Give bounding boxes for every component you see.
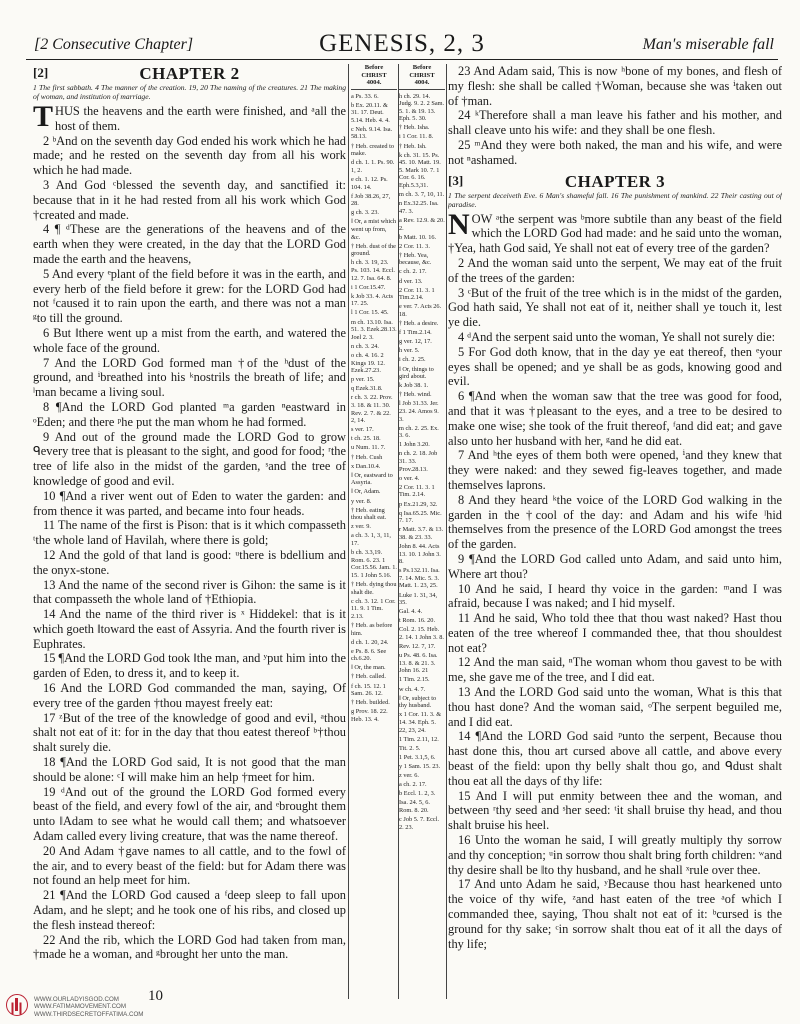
margin-reference: l Job 31.33. Jer. 23. 24. Amos 9. 3.: [399, 400, 439, 423]
era-christ: CHRIST: [409, 71, 435, 79]
verse-text: 3 ᶜBut of the fruit of the tree which is in the midst of the garden, God hath said, Ye shall not eat of it, neither shall ye touch it, lest ye die.: [448, 285, 782, 330]
website-links: [34, 996, 143, 1018]
margin-reference: i ch. 2. 25.: [399, 356, 426, 364]
chapter-2-summary: 1 The first sabbath. 4 The manner of the creation. 19, 20 The naming of the creatures. 21 The making of woman, and institution of marriage.: [33, 83, 346, 101]
margin-reference: f 1 Tim.2.14.: [399, 329, 432, 337]
margin-reference: k Job 38. 1.: [399, 382, 429, 390]
margin-reference: † Heb. a desire.: [399, 320, 439, 328]
margin-reference: n Ex.32.25. Isa. 47. 3.: [399, 200, 439, 215]
margin-reference: a Rev. 12.9. & 20. 2.: [399, 216, 445, 232]
verse: [33, 607, 346, 651]
margin-reference: Luke 1. 31, 34, 35.: [399, 591, 438, 607]
margin-reference: † Heb. called.: [351, 673, 386, 681]
verse-text: 13 And the name of the second river is Gihon: the same is it that compasseth the whole land of †Ethiopia.: [33, 577, 346, 607]
verse: [33, 222, 346, 266]
margin-reference: † Heb. Cush: [351, 453, 383, 461]
verse: [33, 681, 346, 711]
margin-reference: o ver. 4.: [399, 474, 420, 482]
verse-text: 8 And they heard ᵏthe voice of the LORD God walking in the garden in the †cool of the day: and Adam and his wife ˡhid themselves from the presence of the LORD God amongst the trees of the garden.: [448, 492, 782, 552]
margin-reference: q Ezek.31.8.: [351, 385, 383, 393]
verse: [448, 493, 782, 552]
page-number: 10: [148, 988, 163, 1004]
margin-reference: † Heb. builded.: [351, 699, 390, 707]
verse-text: 2 And the woman said unto the serpent, We may eat of the fruit of the trees of the garden:: [448, 255, 782, 285]
margin-reference: John 8. 44. Acts 13. 10. 1 John 3. 8.: [399, 542, 441, 566]
margin-reference: p ver. 15.: [351, 376, 375, 384]
verse: [448, 64, 782, 108]
verse-text: 11 The name of the first is Pison: that is it which compasseth ᵗthe whole land of Havilah, where there is gold;: [33, 518, 346, 548]
margin-reference: d ver. 13.: [399, 277, 423, 285]
margin-reference: u Ps. 48. 6. Isa. 13. 8. & 21. 3. John 16. 21: [399, 652, 438, 675]
verse-text: 10 And he said, I heard thy voice in the garden: ᵐand I was afraid, because I was naked; and I hid myself.: [448, 581, 782, 611]
verse-text: 13 And the LORD God said unto the woman, What is this that thou hast done? And the woman said, ᵒThe serpent beguiled me, and I did eat.: [448, 685, 782, 729]
margin-reference: r ch. 3. 22. Prov. 3. 18. & 11. 30. Rev. 2. 7. & 22. 2, 14.: [351, 394, 393, 425]
margin-reference: y 1 Sam. 15. 23.: [399, 762, 441, 770]
verse-text: 15 ¶And the LORD God took ‖the man, and ʸput him into the garden of Eden, to dress it, and to keep it.: [33, 651, 346, 681]
chapter-3-number: [3]: [448, 172, 464, 188]
page-title: GENESIS, 2, 3: [319, 30, 485, 57]
margin-reference: z ver. 6.: [399, 772, 419, 779]
margin-reference: † Heb. Ish.: [399, 142, 427, 150]
verse: [33, 711, 346, 755]
margin-reference: g Prov. 18. 22. Heb. 13. 4.: [351, 708, 388, 723]
verse-text: 21 ¶And the LORD God caused a ᶠdeep sleep to fall upon Adam, and he slept; and he took one of his ribs, and closed up the flesh instead thereof:: [33, 888, 346, 932]
verse-text: 15 And I will put enmity between thee and the woman, and between ʳthy seed and ˢher seed: ᵗit shall bruise thy head, and thou shalt bruise his heel.: [448, 788, 782, 833]
margin-reference: 2 Cor. 11. 3. 1 Tim.2.14.: [399, 286, 435, 302]
margin-reference: e ver. 7. Acts 26. 18.: [399, 303, 442, 318]
verse-text: 6 But ‖there went up a mist from the earth, and watered the whole face of the ground.: [33, 325, 346, 355]
verse: [33, 933, 346, 963]
margin-reference: h ch. 29. 14. Judg. 9. 2. 2 Sam. 5. 1. & 19. 13. Eph. 5. 30.: [399, 92, 445, 123]
verse: [33, 400, 346, 430]
margin-reference: t ch. 25. 18.: [351, 435, 381, 443]
margin-reference: 1 Pet. 3.1,5, 6.: [399, 753, 436, 761]
margin-reference: o ch. 4. 16. 2 Kings 19. 12. Ezek.27.23.: [351, 351, 385, 375]
running-head-topic: Man's miserable fall: [642, 36, 774, 53]
margin-reference: q Isa.65.25. Mic. 7. 17.: [399, 509, 442, 525]
verse-text: 7 And the LORD God formed man †of the ʰdust of the ground, and ⁱbreathed into his ᵏnostrils the breath of life; and ˡman became a living soul.: [33, 355, 346, 400]
margin-reference: k Job 33. 4. Acts 17. 25.: [351, 292, 393, 308]
verse-text: 4 ¶ ᵈThese are the generations of the heavens and of the earth when they were created, in the day that the LORD God made the earth and the heavens,: [33, 222, 346, 266]
drop-cap: N: [448, 207, 470, 241]
margin-reference: c ch. 3. 12. 1 Cor. 11. 9. 1 Tim. 2.13.: [351, 597, 396, 620]
margin-reference: e Ps. 8. 6. See ch.6.20.: [351, 647, 387, 663]
verse: [448, 552, 782, 582]
margin-reference: † Heb. Yea, because, &c.: [399, 251, 432, 267]
verse-text: 8 ¶And the LORD God planted ᵐa garden ⁿeastward in ᵒEden; and there ᵖhe put the man whom he had formed.: [33, 399, 346, 429]
verse-text: 14 ¶And the LORD God said ᵖunto the serpent, Because thou hast done this, thou art cursed above all cattle, and above every beast of the field: upon thy belly shalt thou go, and ᑫdust shalt thou eat all the days of thy life:: [448, 729, 782, 788]
verse-text: 25 ᵐAnd they were both naked, the man and his wife, and were not ⁿashamed.: [448, 137, 782, 167]
chapter-3-summary: 1 The serpent deceiveth Eve. 6 Man's shameful fall. 16 The punishment of mankind. 22 Their casting out of paradise.: [448, 190, 782, 209]
chapter-3-title: CHAPTER 3: [564, 171, 666, 191]
margin-reference: † Heb. Isha.: [399, 124, 430, 132]
margin-references-left: [351, 64, 397, 999]
verse-text: 24 ᵏTherefore shall a man leave his father and his mother, and shall cleave unto his wife: and they shall be one flesh.: [448, 108, 782, 138]
verse: [448, 729, 782, 788]
verse: [33, 518, 346, 548]
verse: [448, 685, 782, 729]
verse: [33, 651, 346, 681]
verse-text: 12 And the man said, ⁿThe woman whom thou gavest to be with me, she gave me of the tree, and I did eat.: [448, 655, 782, 685]
chapter-2-number: [2]: [33, 65, 49, 80]
verse: [448, 138, 782, 168]
chapter-3-heading: [448, 172, 782, 189]
margin-reference: s Ps.132.11. Isa. 7. 14. Mic. 5. 3. Matt. 1. 23, 25.: [399, 567, 440, 590]
margin-reference: h ch. 3. 19, 23. Ps. 103. 14. Eccl. 12. 7. Isa. 64. 8.: [351, 259, 395, 282]
verse-text: 22 And the rib, which the LORD God had taken from man, †made he a woman, and ᵍbrought her unto the man.: [33, 932, 346, 962]
margin-reference: p Ex.21.29, 32.: [399, 500, 438, 508]
margin-reference: c Job 5. 7. Eccl. 2. 23.: [399, 815, 440, 831]
era-label: [399, 64, 445, 90]
verse: [448, 108, 782, 138]
verse: [448, 877, 782, 951]
margin-reference: c Neh. 9.14. Isa. 58.13.: [351, 125, 393, 141]
footer-link[interactable]: WWW.THIRDSECRETOFFATIMA.COM: [34, 1010, 144, 1018]
margin-reference: 1 John 3.20.: [399, 441, 430, 449]
margin-reference: † Heb. eating thou shalt eat.: [351, 506, 387, 522]
verse-text: 2 ᵇAnd on the seventh day God ended his work which he had made; and he rested on the seventh day from all his work which he had made.: [33, 133, 346, 178]
margin-reference: b Eccl. 1. 2, 3.: [399, 790, 436, 798]
verse-text: 11 And he said, Who told thee that thou wast naked? Hast thou eaten of the tree whereof I commanded thee, that thou shouldest not eat?: [448, 611, 782, 655]
verse: [33, 430, 346, 489]
margin-reference: w ch. 4. 7.: [399, 685, 426, 693]
margin-reference: u Num. 11. 7.: [351, 444, 386, 452]
era-label: [351, 64, 397, 90]
verse: [448, 611, 782, 655]
margin-reference: ‖ Or, a mist which went up from, &c.: [351, 218, 397, 241]
verse-text: 20 And Adam †gave names to all cattle, and to the fowl of the air, and to every beast of the field: but for Adam there was not found an help meet for him.: [33, 843, 346, 888]
margin-reference: Isa. 24. 5, 6. Rom. 8. 20.: [399, 799, 430, 814]
margin-reference: x Dan.10.4.: [351, 462, 381, 470]
margin-reference: ‖ Or, eastward to Assyria.: [351, 471, 393, 487]
verse-text: 23 And Adam said, This is now ʰbone of my bones, and flesh of my flesh: she shall be called †Woman, because she was ⁱtaken out of †man.: [448, 64, 782, 108]
verse: [448, 655, 782, 685]
margin-reference: ‖ Or, Adam.: [351, 488, 381, 496]
verse: [33, 134, 346, 178]
margin-reference: ‖ Or, subject to thy husband.: [399, 694, 437, 710]
verse-text: 10 ¶And a river went out of Eden to water the garden: and from thence it was parted, and became into four heads.: [33, 488, 346, 518]
margin-reference: b ch. 3.3,19. Rom. 6. 23. 1 Cor.15.56. Jam. 1. 15. 1 John 5.16.: [351, 549, 397, 579]
margin-reference: n ch. 2. 18. Job 31. 33. Prov.28.13.: [399, 450, 438, 473]
margin-reference: 2 Cor. 11. 3. 1 Tim. 2.14.: [399, 483, 435, 499]
seal-logo-icon: [6, 994, 28, 1016]
margin-reference: f ch. 15. 12. 1 Sam. 26. 12.: [351, 682, 386, 698]
margin-reference: b Matt. 10. 16.: [399, 233, 437, 241]
margin-reference: t Rom. 16. 20.: [399, 617, 436, 625]
verse: [33, 267, 346, 326]
verse-text: 9 And out of the ground made the LORD God to grow ᑫevery tree that is pleasant to the sight, and good for food; ʳthe tree of life also in the midst of the garden, ˢand the tree of knowledge of good and evil.: [33, 429, 346, 488]
right-text-column: [448, 64, 782, 1009]
era-before: Before: [364, 64, 384, 71]
margin-reference: † Heb. dust of the ground.: [351, 242, 396, 258]
verse-text: 5 And every ᵉplant of the field before it was in the earth, and every herb of the field before it grew: for the LORD God had not ᶠcaused it to rain upon the earth, and there was not a man ᵍto till the ground.: [33, 266, 346, 326]
margin-reference: a ch. 3. 1, 3, 11, 17.: [351, 532, 391, 547]
verse: [33, 888, 346, 932]
era-year: 4004.: [366, 79, 382, 86]
era-before: Before: [412, 64, 432, 71]
column-rule: [446, 64, 447, 999]
verse-text: 3 And God ᶜblessed the seventh day, and sanctified it: because that in it he had rested from all his work which God †created and made.: [33, 177, 346, 222]
margin-reference: e ch. 1. 12. Ps. 104. 14.: [351, 175, 388, 191]
chapter-2-title: CHAPTER 2: [139, 64, 240, 83]
verse: [33, 578, 346, 608]
footer-link[interactable]: WWW.OURLADYISGOD.COM: [34, 996, 119, 1003]
verse-text: 19 ᵈAnd out of the ground the LORD God formed every beast of the field, and every fowl of the air, and ᵉbrought them unto ‖Adam to see what he would call them; and whatsoever Adam called every living creature, that was the name thereof.: [33, 784, 346, 844]
margin-reference: d ch. 1. 1. Ps. 90. 1, 2.: [351, 159, 395, 174]
chapter-3-verses: [448, 207, 782, 952]
margin-references-right: [399, 64, 445, 999]
verse: [448, 286, 782, 330]
margin-reference: † Heb. dying thou shalt die.: [351, 580, 397, 596]
margin-reference: c ch. 2. 17.: [399, 268, 427, 276]
verse-text: 17 And unto Adam he said, ʸBecause thou hast hearkened unto the voice of thy wife, ᶻand hast eaten of the tree ᵃof which I commanded thee, saying, Thou shalt not eat of it: ᵇcursed is the ground for thy sake; ᶜin sorrow shalt thou eat of it all the days of thy life;: [448, 877, 782, 951]
margin-reference: Gal. 4. 4.: [399, 608, 423, 616]
verse-text: 14 And the name of the third river is ˣ Hiddekel: that is it which goeth ‖toward the east of Assyria. And the fourth river is Euphrates.: [33, 607, 346, 651]
verse: [448, 448, 782, 492]
margin-reference: n ch. 3. 24.: [351, 342, 379, 350]
column-rule: [348, 64, 349, 999]
margin-reference: m ch. 3. 7, 10, 11.: [399, 191, 445, 199]
verse-text: 17 ᶻBut of the tree of the knowledge of good and evil, ᵃthou shalt not eat of it: for in the day that thou eatest thereof ᵇ†thou shalt surely die.: [33, 710, 346, 755]
margin-reference: Col. 2. 15. Heb. 2. 14. 1 John 3. 8.: [399, 626, 444, 641]
left-text-column: [33, 64, 346, 984]
verse-text: 5 For God doth know, that in the day ye eat thereof, then ᵉyour eyes shall be opened; and ye shall be as gods, knowing good and evil.: [448, 344, 782, 389]
margin-reference: k ch. 31. 15. Ps. 45. 10. Matt. 19. 5. Mark 10. 7. 1 Cor. 6. 16. Eph.5.3,31.: [399, 151, 441, 190]
margin-reference: a ch. 2. 17.: [399, 781, 427, 789]
footer-link[interactable]: WWW.FATIMAMOVEMENT.COM: [34, 1003, 126, 1011]
verse: [448, 256, 782, 286]
margin-reference: f Job 38.26, 27, 28.: [351, 192, 391, 208]
consecutive-chapter-label: [2 Consecutive Chapter]: [34, 36, 194, 53]
verse: [33, 178, 346, 222]
margin-reference: g ver. 12, 17.: [399, 338, 432, 346]
margin-reference: m ch. 2. 25. Ex. 3. 6.: [399, 424, 439, 440]
chapter-2-verses: [33, 100, 346, 962]
margin-reference: r Matt. 3.7. & 13. 38. & 23. 33.: [399, 526, 444, 541]
verse: [448, 789, 782, 833]
drop-cap: T: [33, 100, 54, 133]
verse: [33, 785, 346, 844]
verse: [448, 330, 782, 345]
margin-reference: z ver. 9.: [351, 523, 371, 531]
margin-reference: s ver. 17.: [351, 426, 374, 434]
margin-reference: a Ps. 33. 6.: [351, 92, 379, 100]
page-header: [26, 30, 778, 60]
verse: [33, 755, 346, 785]
margin-reference: d ch. 1. 20, 24.: [351, 638, 389, 646]
verse: [448, 833, 782, 877]
margin-reference: g ch. 3. 23.: [351, 209, 379, 217]
margin-reference: x 1 Cor. 11. 3. & 14. 34. Eph. 5. 22, 23, 24.: [399, 711, 442, 734]
margin-reference: † Heb. wind.: [399, 391, 432, 399]
verse: [33, 548, 346, 578]
margin-reference: 1 Tim. 2.11, 12.: [399, 735, 439, 743]
verse: [33, 489, 346, 519]
verse: [448, 582, 782, 612]
verse: [448, 207, 782, 256]
verse-text: 7 And ʰthe eyes of them both were opened, ⁱand they knew that they were naked: and they sewed fig-leaves together, and made themselves ‖aprons.: [448, 448, 782, 492]
verse-text: 16 And the LORD God commanded the man, saying, Of every tree of the garden †thou mayest freely eat:: [33, 681, 346, 710]
verse: [33, 356, 346, 400]
margin-reference: ‖ Or, things to gird about.: [399, 365, 434, 381]
page-footer: [6, 988, 246, 1020]
verse-text: 16 Unto the woman he said, I will greatly multiply thy sorrow and thy conception; ᵘin sorrow thou shalt bring forth children: ʷand thy desire shall be ‖to thy husband, and he shall ˣrule over thee.: [448, 833, 782, 877]
margin-reference: 2 Cor. 11. 3.: [399, 242, 430, 250]
verse-text: 12 And the gold of that land is good: ᵘthere is bdellium and the onyx-stone.: [33, 547, 346, 577]
chapter-2-verses-continued: [448, 64, 782, 168]
margin-reference: ‖ Or, the man.: [351, 664, 386, 672]
verse-text: 9 ¶And the LORD God called unto Adam, and said unto him, Where art thou?: [448, 551, 782, 581]
margin-reference: b Ex. 20.11. & 31. 17. Deut. 5.14. Heb. 4. 4.: [351, 101, 390, 124]
era-christ: CHRIST: [361, 71, 387, 79]
margin-reference: y ver. 8.: [351, 497, 372, 505]
verse: [448, 389, 782, 448]
verse-text: 4 ᵈAnd the serpent said unto the woman, Ye shall not surely die:: [458, 329, 776, 344]
chapter-2-heading: [33, 64, 346, 81]
verse-text: OW ᵃthe serpent was ᵇmore subtile than any beast of the field which the LORD God had made: and he said unto the woman, †Yea, hath God said, Ye shall not eat of every tree of the garden?: [448, 211, 782, 256]
verse-text: HUS the heavens and the earth were finished, and ᵃall the host of them.: [55, 104, 346, 133]
verse: [33, 844, 346, 888]
era-year: 4004.: [414, 79, 430, 86]
margin-reference: † Heb. created to make.: [351, 142, 395, 158]
margin-reference: † Heb. as before him.: [351, 621, 393, 637]
margin-reference: m ch. 13.10. Isa. 51. 3. Ezek.28.13. Joel 2. 3.: [351, 318, 397, 341]
margin-reference: l 1 Cor. 15. 45.: [351, 309, 389, 317]
margin-reference: Tit. 2. 5.: [399, 744, 421, 752]
verse: [33, 100, 346, 134]
margin-reference: i 1 Cor.15.47.: [351, 283, 386, 291]
verse: [448, 345, 782, 389]
margin-reference: Rev. 12. 7, 17.: [399, 643, 436, 651]
verse: [33, 326, 346, 356]
margin-reference: 1 Tim. 2.15.: [399, 676, 430, 684]
verse-text: 6 ¶And when the woman saw that the tree was good for food, and that it was †pleasant to the eyes, and a tree to be desired to make one wise; she took of the fruit thereof, ᶠand did eat; and gave also unto her husband with her, ᵍand he did eat.: [448, 389, 782, 448]
margin-reference: h ver. 5.: [399, 347, 420, 355]
verse-text: 18 ¶And the LORD God said, It is not good that the man should be alone: ᶜI will make him an help †meet for him.: [33, 755, 346, 784]
margin-reference: i 1 Cor. 11. 8.: [399, 133, 434, 141]
